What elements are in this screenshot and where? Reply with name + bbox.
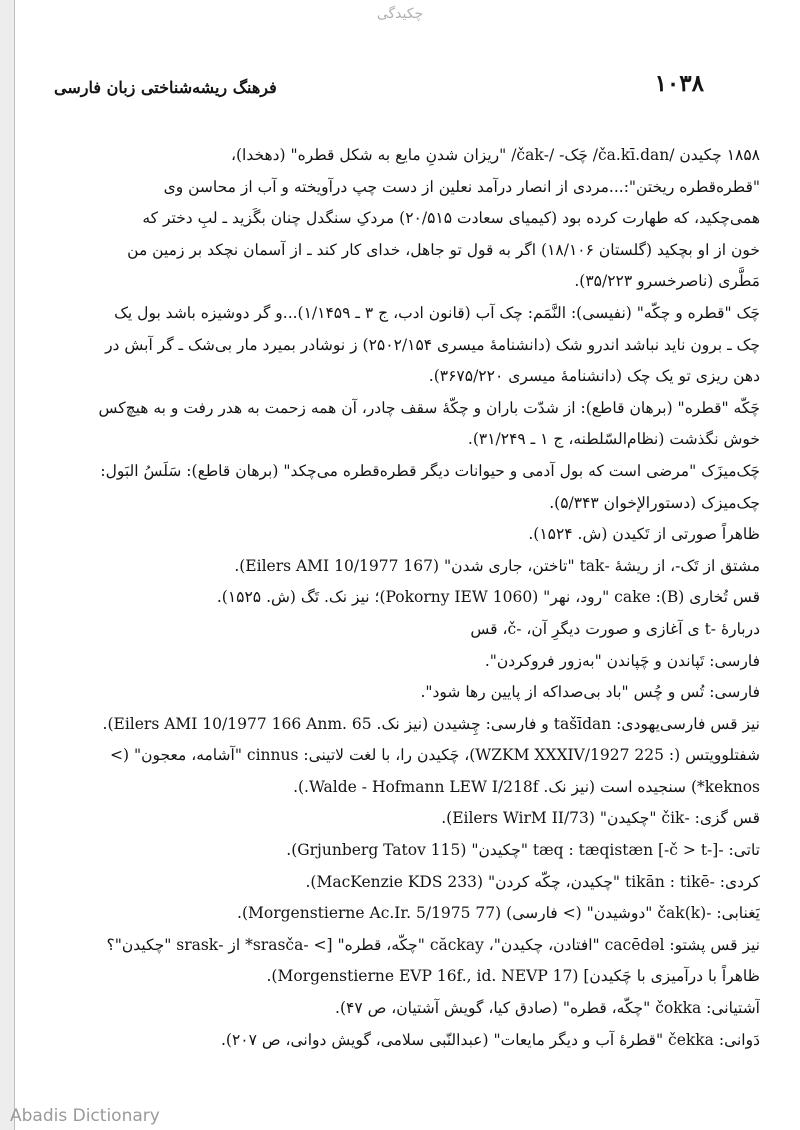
entry-line: ظاهراً صورتی از تَکیدن (ش. ۱۵۲۴). <box>528 525 760 544</box>
entry-line: چَک‌میزَک "مرضی است که بول آدمی و حیوانات دیگر قطره‌قطره می‌چکد" (برهان قاطع): سَلَسُ البَول: <box>100 461 760 480</box>
dictionary-entry <box>52 140 760 1056</box>
scan-margin-edge <box>14 0 15 1130</box>
scan-margin <box>0 0 14 1130</box>
entry-line: همی‌چکید، که طهارت کرده بود (کیمیای سعادت ۲۰/۵۱۵) مردکِ سنگدل چنان بگَزید ـ لبِ دختر که <box>142 209 760 228</box>
entry-line: یَغنابی: -čak(k) "دوشیدن" (> فارسی) (Morgenstierne Ac.Ir. 5/1975 77). <box>237 904 760 923</box>
entry-line: کردی: -tikān : tikē "چکیدن، چکّه کردن" (MacKenzie KDS 233). <box>305 872 760 891</box>
running-header-title: فرهنگ ریشه‌شناختی زبان فارسی <box>54 78 277 97</box>
entry-line: ظاهراً با درآمیزی با چَکیدن] (Morgenstierne EVP 16f., id. NEVP 17). <box>266 967 760 986</box>
page-number: ۱۰۳۸ <box>654 70 704 97</box>
entry-line: قس تُخاری (B): cake "رود، نهر" (Pokorny IEW 1060)؛ نیز نک. تَگ (ش. ۱۵۲۵). <box>216 588 760 607</box>
entry-line: "قطره‌قطره ریختن":...مردی از انصار درآمد نعلین از دست چپ درآویخته و آب از محاسن وی <box>163 177 760 196</box>
entry-line: شفتلوویتس (: WZKM XXXIV/1927 225)، چَکیدن را، با لغت لاتینی: cinnus "آشامه، معجون" (> <box>110 746 760 765</box>
entry-line: فارسی: تَپاندن و چَپاندن "به‌زور فروکردن". <box>484 651 760 670</box>
entry-line: دهن ریزی تو یک چک (دانشنامهٔ میسری ۳۶۷۵/۲۲۰). <box>428 367 760 386</box>
entry-line: قس گزی: -čik "چکیدن" (Eilers WirM II/73). <box>441 809 760 828</box>
entry-line: دَوانی: čekka "قطرهٔ آب و دیگر مایعات" (عبدالنّبی سلامی، گویش دوانی، ص ۲۰۷). <box>220 1030 760 1049</box>
entry-line: خوش نگذشت (نظام‌السّلطنه، ج ۱ ـ ۳۱/۲۴۹). <box>467 430 760 449</box>
entry-line: مشتق از تَک-، از ریشهٔ -tak "تاختن، جاری شدن" (Eilers AMI 10/1977 167). <box>234 556 760 575</box>
entry-line: چَک "قطره و چکّه" (نفیسی): النَّمَم: چک آب (قانون ادب، ج ۳ ـ ۱/۱۴۵۹)...و گر دوشیزه باشد بول یک <box>114 303 760 322</box>
entry-line: تاتی: -tæq : tæqistæn [-č > t-] "چکیدن" (Grjunberg Tatov 115). <box>286 841 760 860</box>
entry-line: دربارهٔ -t ی آغازی و صورت دیگرِ آن، -č، قس <box>470 619 760 638</box>
entry-line: چک ـ برون ناید نباشد اندرو شک (دانشنامهٔ میسری ۲۵۰۲/۱۵۴) ز نوشادر بمیرد مار بی‌شک ـ گر آبش در <box>105 335 760 354</box>
entry-line: نیز قس فارسی‌یهودی: tašīdan و فارسی: چِشیدن (نیز نک. Eilers AMI 10/1977 166 Anm. 65). <box>102 714 760 733</box>
watermark: Abadis Dictionary <box>10 1106 160 1126</box>
entry-line: چَکّه "قطره" (برهان قاطع): از شدّت باران و چکّهٔ سقف چادر، آن همه زحمت به هدر رفت و به هیچ‌کس <box>98 398 760 417</box>
entry-line: keknos*) سنجیده است (نیز نک. Walde - Hofmann LEW I/218f.). <box>293 777 760 796</box>
entry-line: فارسی: تُس و چُس "باد بی‌صداکه از پایین رها شود". <box>420 683 760 702</box>
page-tab-title: چکیدگی <box>376 6 424 22</box>
entry-line: نیز قس پشتو: cacēdəl "افتادن، چکیدن"، căckay "چکّه، قطره" [> -srasča* از -srask "چکیدن"؟ <box>106 935 760 954</box>
entry-line: ۱۸۵۸ چکیدن /ča.kī.dan/ چَک- /-čak/ "ریزان شدنِ مایع به شکل قطره" (دهخدا)، <box>230 146 760 164</box>
entry-line: مَطَّری (ناصرخسرو ۳۵/۲۲۳). <box>574 272 760 291</box>
entry-line: آشتیانی: čokka "چکّه، قطره" (صادق کیا، گویش آشتیان، ص ۴۷). <box>335 999 760 1018</box>
entry-line: خون از او بچکید (گلستان ۱۸/۱۰۶) اگر به قول تو جاهل، خدای کار کند ـ از آسمان نچکد بر زمین من <box>127 240 760 259</box>
entry-line: چک‌میزک (دستورالإخوان ۵/۳۴۳). <box>549 493 760 512</box>
